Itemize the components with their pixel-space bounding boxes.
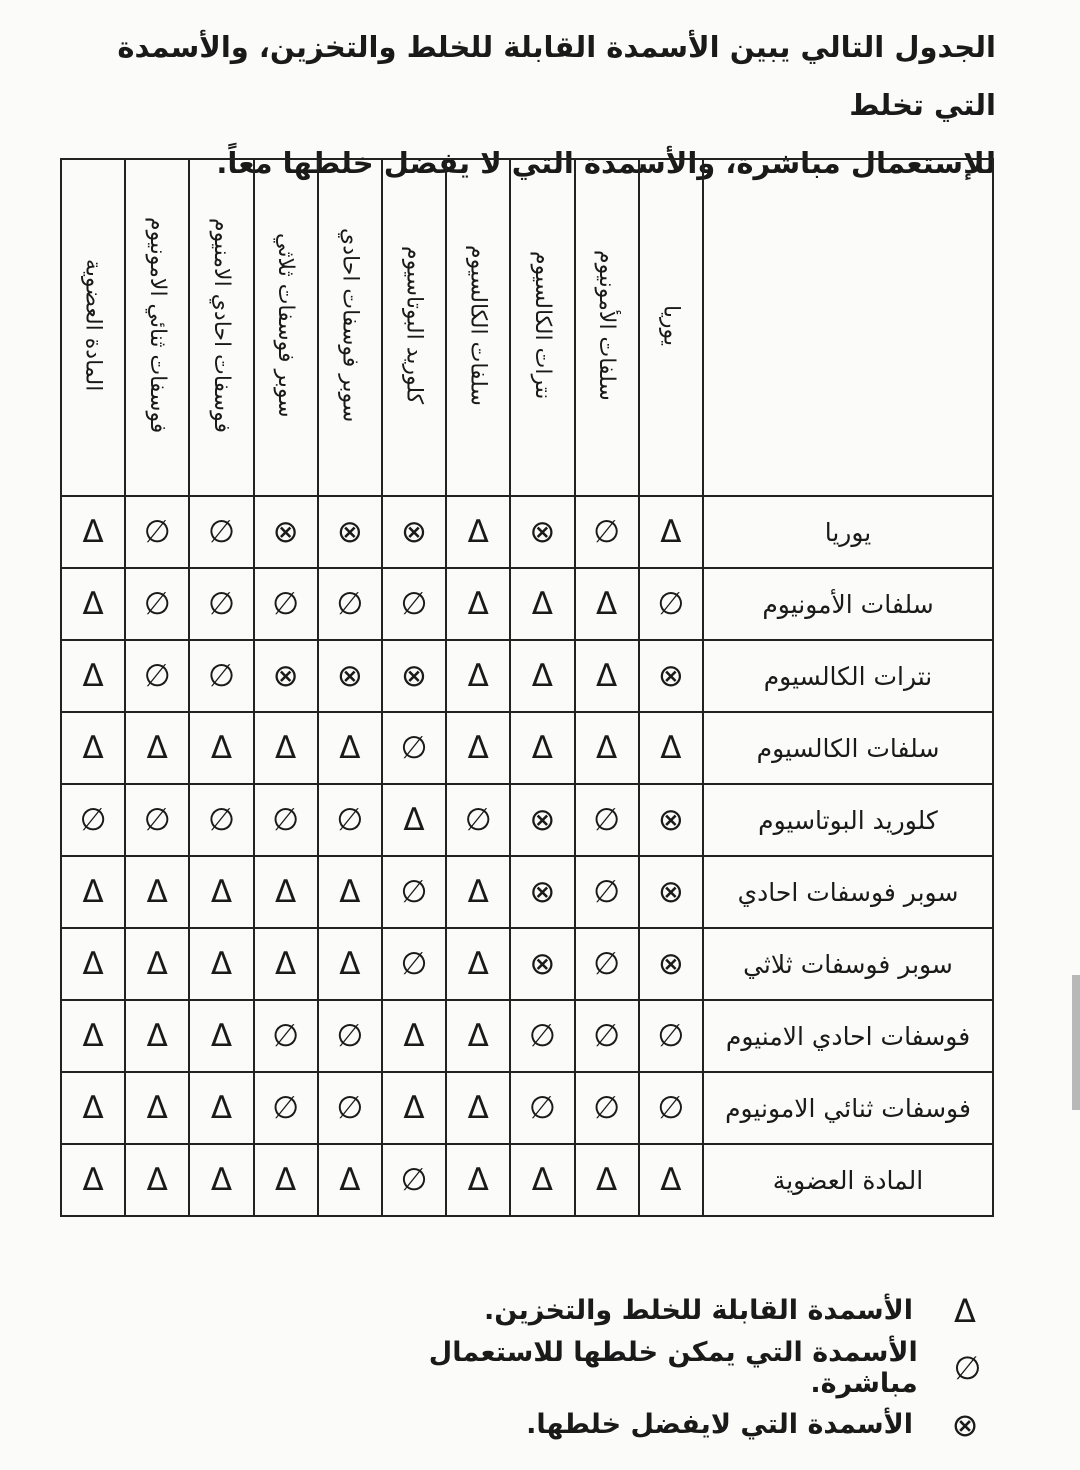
- table-row: [61, 1072, 993, 1144]
- table-cell: Δ: [382, 784, 446, 856]
- table-row: [61, 784, 993, 856]
- table-row: [61, 496, 993, 568]
- corner-cell: [703, 159, 993, 496]
- table-cell: Δ: [254, 928, 318, 1000]
- table-cell: ⊗: [254, 496, 318, 568]
- table-cell: Δ: [318, 1144, 382, 1216]
- table-cell: ∅: [254, 568, 318, 640]
- table-cell: Δ: [446, 1072, 510, 1144]
- table-cell: Δ: [61, 568, 125, 640]
- circled-x-icon: ⊗: [951, 1405, 979, 1444]
- table-cell: Δ: [510, 640, 574, 712]
- table-cell: Δ: [61, 640, 125, 712]
- table-cell: ∅: [254, 784, 318, 856]
- table-cell: Δ: [510, 568, 574, 640]
- table-cell: ∅: [318, 1072, 382, 1144]
- table-cell: Δ: [189, 1000, 253, 1072]
- table-row: [61, 640, 993, 712]
- intro-line-1: الجدول التالي يبين الأسمدة القابلة للخلط والتخزين، والأسمدة التي تخلط: [117, 30, 996, 122]
- table-cell: Δ: [61, 712, 125, 784]
- table-cell: ∅: [61, 784, 125, 856]
- table-cell: Δ: [125, 1144, 189, 1216]
- table-cell: Δ: [318, 712, 382, 784]
- table-cell: ⊗: [318, 640, 382, 712]
- column-header: كلوريد البوتاسيوم: [382, 159, 446, 496]
- table-cell: Δ: [510, 712, 574, 784]
- column-header: المادة العضوية: [61, 159, 125, 496]
- table-cell: ⊗: [318, 496, 382, 568]
- table-cell: ⊗: [639, 640, 703, 712]
- row-header: سلفات الأمونيوم: [703, 568, 993, 640]
- row-header: نترات الكالسيوم: [703, 640, 993, 712]
- table-cell: ∅: [254, 1000, 318, 1072]
- row-header: سوبر فوسفات احادي: [703, 856, 993, 928]
- table-cell: Δ: [61, 856, 125, 928]
- table-cell: Δ: [446, 568, 510, 640]
- table-cell: ∅: [382, 712, 446, 784]
- table-cell: ∅: [254, 1072, 318, 1144]
- table-cell: ⊗: [382, 496, 446, 568]
- legend-item: [360, 1282, 995, 1339]
- fertilizer-compatibility-table: [60, 158, 994, 1217]
- row-header: يوريا: [703, 496, 993, 568]
- table-cell: ∅: [318, 784, 382, 856]
- table-row: [61, 856, 993, 928]
- table-cell: Δ: [189, 712, 253, 784]
- table-cell: ∅: [125, 568, 189, 640]
- table-cell: Δ: [125, 1072, 189, 1144]
- table-cell: Δ: [189, 928, 253, 1000]
- table-cell: Δ: [575, 640, 639, 712]
- table-cell: Δ: [254, 856, 318, 928]
- table-cell: ∅: [575, 928, 639, 1000]
- legend-item: [360, 1396, 995, 1453]
- table-cell: Δ: [125, 928, 189, 1000]
- table-cell: ∅: [189, 784, 253, 856]
- intro-line-2: للإستعمال مباشرة، والأسمدة التي لا يفضل خلطها معاً.: [216, 146, 996, 180]
- table-cell: ∅: [575, 1000, 639, 1072]
- column-header: نترات الكالسيوم: [510, 159, 574, 496]
- table-cell: Δ: [639, 496, 703, 568]
- table-cell: Δ: [61, 1000, 125, 1072]
- table-cell: Δ: [446, 1144, 510, 1216]
- row-header: كلوريد البوتاسيوم: [703, 784, 993, 856]
- row-header: سلفات الكالسيوم: [703, 712, 993, 784]
- table-cell: ∅: [446, 784, 510, 856]
- column-header: سلفات الأمونيوم: [575, 159, 639, 496]
- table-cell: ∅: [125, 496, 189, 568]
- table-cell: ∅: [382, 856, 446, 928]
- table-row: [61, 568, 993, 640]
- table-cell: ⊗: [639, 784, 703, 856]
- row-header: المادة العضوية: [703, 1144, 993, 1216]
- table-cell: ⊗: [254, 640, 318, 712]
- table-cell: Δ: [318, 856, 382, 928]
- table-cell: ∅: [189, 640, 253, 712]
- table-cell: Δ: [575, 712, 639, 784]
- table-cell: Δ: [318, 928, 382, 1000]
- table-cell: Δ: [189, 1144, 253, 1216]
- table-cell: ∅: [575, 1072, 639, 1144]
- table-cell: Δ: [639, 712, 703, 784]
- table-cell: ∅: [125, 640, 189, 712]
- column-header: فوسفات احادي الامنيوم: [189, 159, 253, 496]
- table-cell: ∅: [575, 856, 639, 928]
- table-cell: ⊗: [382, 640, 446, 712]
- table-cell: ∅: [639, 568, 703, 640]
- table-cell: ∅: [639, 1072, 703, 1144]
- table-cell: Δ: [189, 1072, 253, 1144]
- column-header: يوريا: [639, 159, 703, 496]
- table-cell: Δ: [61, 1072, 125, 1144]
- table-cell: ∅: [189, 496, 253, 568]
- column-header: سلفات الكالسيوم: [446, 159, 510, 496]
- table-cell: ∅: [575, 784, 639, 856]
- table-cell: ∅: [382, 568, 446, 640]
- column-header: فوسفات ثنائي الامونيوم: [125, 159, 189, 496]
- table-cell: Δ: [446, 640, 510, 712]
- table-cell: Δ: [446, 928, 510, 1000]
- table-cell: ∅: [382, 1144, 446, 1216]
- table-cell: Δ: [61, 496, 125, 568]
- table-cell: ∅: [125, 784, 189, 856]
- table-cell: Δ: [382, 1000, 446, 1072]
- table-cell: Δ: [382, 1072, 446, 1144]
- column-header: سوبر فوسفات ثلاثي: [254, 159, 318, 496]
- table-cell: Δ: [446, 712, 510, 784]
- table-cell: Δ: [254, 712, 318, 784]
- table-cell: ⊗: [510, 496, 574, 568]
- table-cell: ⊗: [639, 928, 703, 1000]
- table-row: [61, 1000, 993, 1072]
- table-cell: ∅: [318, 568, 382, 640]
- legend: [360, 1282, 995, 1453]
- table-cell: Δ: [254, 1144, 318, 1216]
- table-cell: Δ: [639, 1144, 703, 1216]
- legend-text: الأسمدة القابلة للخلط والتخزين.: [484, 1295, 913, 1326]
- legend-text: الأسمدة التي يمكن خلطها للاستعمال مباشرة.: [428, 1336, 918, 1399]
- table-cell: ⊗: [510, 928, 574, 1000]
- table-cell: ∅: [189, 568, 253, 640]
- table-cell: Δ: [575, 1144, 639, 1216]
- legend-text: الأسمدة التي لايفضل خلطها.: [526, 1409, 913, 1440]
- table-row: [61, 712, 993, 784]
- page-edge-marker: [1072, 975, 1080, 1110]
- table-cell: Δ: [189, 856, 253, 928]
- row-header: فوسفات ثنائي الامونيوم: [703, 1072, 993, 1144]
- table-cell: Δ: [446, 496, 510, 568]
- table-cell: Δ: [125, 1000, 189, 1072]
- table-cell: Δ: [61, 928, 125, 1000]
- table-cell: ∅: [382, 928, 446, 1000]
- header-row: [61, 159, 993, 496]
- table-cell: ⊗: [510, 856, 574, 928]
- table-row: [61, 1144, 993, 1216]
- column-header: سوبر فوسفات احادي: [318, 159, 382, 496]
- table-cell: ∅: [639, 1000, 703, 1072]
- row-header: سوبر فوسفات ثلاثي: [703, 928, 993, 1000]
- table-cell: Δ: [125, 712, 189, 784]
- table-cell: ⊗: [639, 856, 703, 928]
- row-header: فوسفات احادي الامنيوم: [703, 1000, 993, 1072]
- table-cell: Δ: [446, 856, 510, 928]
- table-cell: Δ: [61, 1144, 125, 1216]
- table-cell: ∅: [510, 1000, 574, 1072]
- table-cell: ∅: [510, 1072, 574, 1144]
- table-cell: Δ: [446, 1000, 510, 1072]
- triangle-icon: Δ: [954, 1291, 976, 1330]
- table-cell: Δ: [125, 856, 189, 928]
- table-cell: Δ: [575, 568, 639, 640]
- table-row: [61, 928, 993, 1000]
- empty-set-icon: ∅: [953, 1348, 982, 1387]
- legend-item: [360, 1336, 995, 1399]
- table-cell: ∅: [318, 1000, 382, 1072]
- table-cell: ⊗: [510, 784, 574, 856]
- table-cell: ∅: [575, 496, 639, 568]
- table-cell: Δ: [510, 1144, 574, 1216]
